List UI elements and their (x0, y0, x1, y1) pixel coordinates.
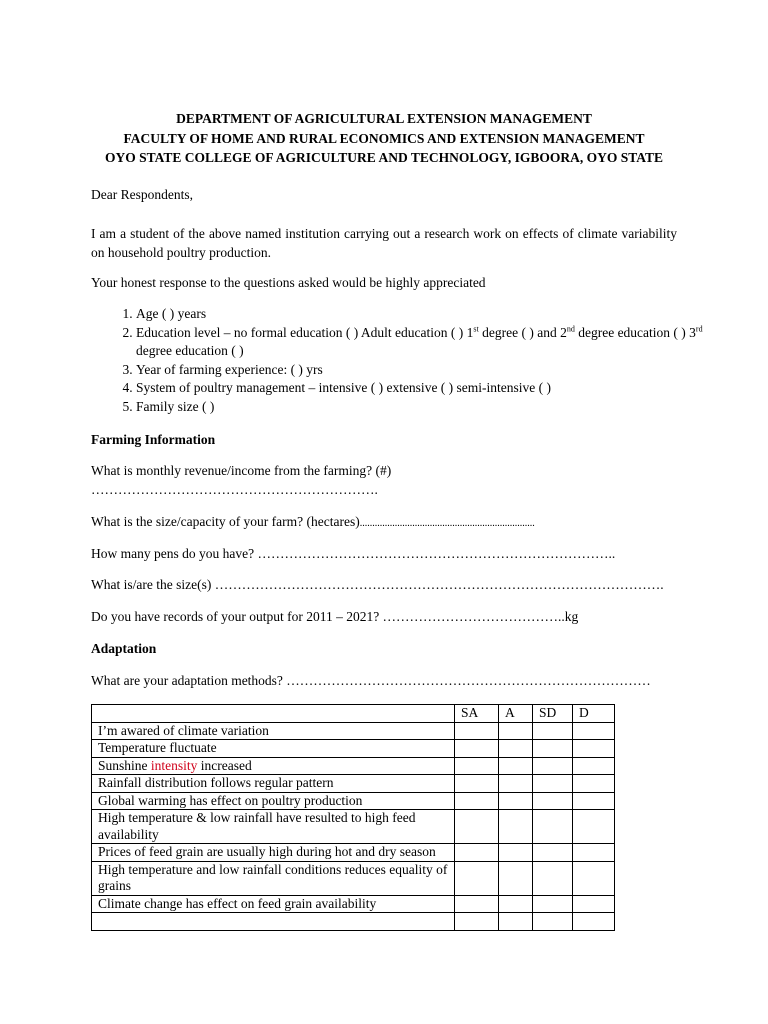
response-cell-sa[interactable] (455, 722, 499, 740)
farm-size-text: What is the size/capacity of your farm? (hectares) (91, 514, 360, 529)
column-header-d: D (573, 705, 615, 723)
response-cell-sd[interactable] (533, 861, 573, 895)
question-experience: 3. Year of farming experience: ( ) yrs (136, 361, 736, 380)
response-cell-sa[interactable] (455, 895, 499, 913)
response-cell-a[interactable] (499, 757, 533, 775)
response-cell-sd[interactable] (533, 810, 573, 844)
response-cell-sa[interactable] (455, 792, 499, 810)
education-text-4: degree education ( ) (136, 343, 244, 358)
statement-cell (92, 792, 455, 810)
response-cell-a[interactable] (499, 861, 533, 895)
question-farm-size (91, 514, 535, 530)
statement-text: High temperature & low rainfall have resulted to high feed availability (98, 810, 416, 842)
response-cell-a[interactable] (499, 722, 533, 740)
highlighted-word: intensity (150, 757, 198, 773)
question-pens: How many pens do you have? …………………………………………………………………….. (91, 546, 616, 561)
response-cell-d[interactable] (573, 722, 615, 740)
question-family-size: 5. Family size ( ) (136, 398, 736, 417)
response-cell-d[interactable] (573, 895, 615, 913)
response-cell-a[interactable] (499, 895, 533, 913)
table-row (92, 810, 615, 844)
statement-cell (92, 810, 455, 844)
question-revenue: What is monthly revenue/income from the farming? (#) (91, 463, 392, 478)
response-cell-sa[interactable] (455, 913, 499, 931)
education-sup-2: nd (566, 324, 575, 333)
statement-text: Rainfall distribution follows regular pattern (98, 775, 334, 790)
statement-text: High temperature and low rainfall conditions reduces equality of grains (98, 861, 448, 893)
table-row (92, 757, 615, 775)
statement-cell (92, 740, 455, 758)
adaptation-heading: Adaptation (91, 641, 157, 656)
table-header-row (92, 705, 615, 723)
response-cell-sa[interactable] (455, 740, 499, 758)
demographic-questions (91, 305, 736, 416)
salutation: Dear Respondents, (91, 187, 193, 202)
education-text-2: degree ( ) and 2 (478, 324, 567, 340)
response-cell-a[interactable] (499, 740, 533, 758)
response-cell-sa[interactable] (455, 775, 499, 793)
column-header-sa: SA (455, 705, 499, 723)
table-row (92, 775, 615, 793)
response-cell-d[interactable] (573, 913, 615, 931)
response-cell-sa[interactable] (455, 861, 499, 895)
college-heading: OYO STATE COLLEGE OF AGRICULTURE AND TECHNOLOGY, IGBOORA, OYO STATE (105, 150, 663, 165)
response-cell-sd[interactable] (533, 792, 573, 810)
table-row (92, 722, 615, 740)
statement-cell (92, 913, 455, 931)
question-records: Do you have records of your output for 2011 – 2021? …………………………………..kg (91, 609, 579, 624)
request-text: Your honest response to the questions asked would be highly appreciated (91, 275, 486, 290)
faculty-heading: FACULTY OF HOME AND RURAL ECONOMICS AND EXTENSION MANAGEMENT (123, 131, 645, 146)
response-cell-d[interactable] (573, 740, 615, 758)
response-cell-d[interactable] (573, 844, 615, 862)
statement-cell (92, 895, 455, 913)
column-header-a: A (499, 705, 533, 723)
statement-text: Prices of feed grain are usually high during hot and dry season (98, 844, 436, 859)
response-cell-sd[interactable] (533, 722, 573, 740)
statement-cell (92, 844, 455, 862)
statement-text: Sunshine (98, 757, 151, 773)
question-adaptation-methods: What are your adaptation methods? ……………………………………………………………………… (91, 673, 651, 688)
statement-text-tail: increased (197, 757, 252, 773)
response-cell-d[interactable] (573, 775, 615, 793)
response-cell-sd[interactable] (533, 913, 573, 931)
table-row (92, 895, 615, 913)
statement-cell (92, 861, 455, 895)
table-row (92, 844, 615, 862)
education-sup-1: st (473, 324, 479, 333)
education-sup-3: rd (695, 324, 703, 333)
intro-paragraph: I am a student of the above named institution carrying out a research work on effects of climate variability on household poultry production. (91, 226, 677, 260)
statement-text: I’m awared of climate variation (98, 722, 269, 738)
question-age: 1. Age ( ) years (136, 305, 736, 324)
response-cell-sd[interactable] (533, 844, 573, 862)
statement-cell (92, 775, 455, 793)
column-header-sd: SD (533, 705, 573, 723)
response-cell-a[interactable] (499, 913, 533, 931)
revenue-answer-line: ………………………………………………………. (91, 482, 378, 497)
question-management-system: 4. System of poultry management – intensive ( ) extensive ( ) semi-intensive ( ) (136, 379, 736, 398)
response-cell-sd[interactable] (533, 740, 573, 758)
farming-heading: Farming Information (91, 432, 216, 447)
statement-cell (92, 722, 455, 740)
table-row (92, 792, 615, 810)
response-cell-a[interactable] (499, 844, 533, 862)
response-cell-sa[interactable] (455, 810, 499, 844)
response-cell-d[interactable] (573, 861, 615, 895)
response-cell-sd[interactable] (533, 895, 573, 913)
statement-text: Global warming has effect on poultry production (98, 792, 363, 808)
education-text-3: degree education ( ) 3 (574, 324, 696, 340)
statement-text: Climate change has effect on feed grain availability (98, 895, 377, 911)
response-cell-sd[interactable] (533, 757, 573, 775)
response-cell-sa[interactable] (455, 844, 499, 862)
table-row (92, 740, 615, 758)
education-text-1: Education level – no formal education ( ) Adult education ( ) 1 (136, 324, 474, 340)
farm-size-answer-line: ...................................................................... (359, 518, 535, 529)
question-education (136, 324, 736, 361)
response-cell-a[interactable] (499, 792, 533, 810)
statement-header-cell (92, 705, 455, 723)
department-heading: DEPARTMENT OF AGRICULTURAL EXTENSION MANAGEMENT (176, 111, 592, 126)
response-cell-a[interactable] (499, 775, 533, 793)
statement-text: Temperature fluctuate (98, 740, 217, 755)
response-cell-sd[interactable] (533, 775, 573, 793)
table-row (92, 861, 615, 895)
statement-cell (92, 757, 455, 775)
response-cell-a[interactable] (499, 810, 533, 844)
likert-table (91, 704, 615, 931)
response-cell-d[interactable] (573, 757, 615, 775)
question-sizes: What is/are the size(s) ………………………………………………………………………………………. (91, 577, 664, 592)
response-cell-d[interactable] (573, 792, 615, 810)
table-row (92, 913, 615, 931)
response-cell-sa[interactable] (455, 757, 499, 775)
response-cell-d[interactable] (573, 810, 615, 844)
